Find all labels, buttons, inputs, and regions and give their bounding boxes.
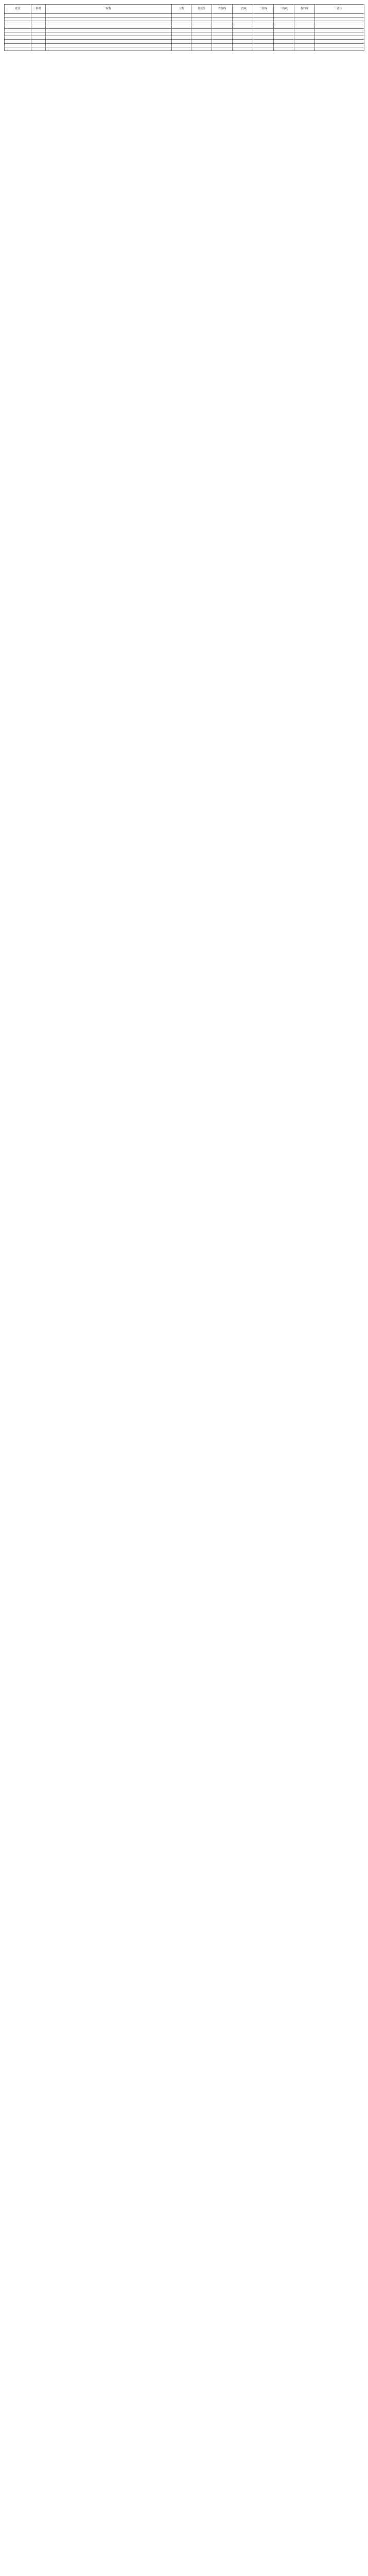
table-cell [191,43,212,47]
table-cell [212,18,233,21]
table-cell [294,28,315,32]
table-cell [191,25,212,28]
table-cell [274,28,294,32]
table-row [5,32,364,36]
table-row [5,40,364,43]
table-cell [294,47,315,50]
table-cell [274,32,294,36]
table-cell [253,25,274,28]
table-cell [315,32,364,36]
column-header: 二段线 [253,5,274,14]
table-cell [212,21,233,25]
table-row [5,47,364,50]
table-body [5,14,364,51]
column-header: 省控线 [212,5,233,14]
column-header: 三段线 [274,5,294,14]
table-cell [172,21,191,25]
table-cell [191,36,212,40]
table-cell [5,21,31,25]
table-cell [46,40,172,43]
table-cell [31,21,46,25]
table-cell [233,43,253,47]
table-cell [172,40,191,43]
table-cell [253,21,274,25]
table-cell [172,18,191,21]
table-cell [191,14,212,18]
table-cell [294,18,315,21]
table-cell [294,40,315,43]
table-cell [294,25,315,28]
table-cell [172,36,191,40]
table-cell [233,47,253,50]
table-cell [5,47,31,50]
table-row [5,18,364,21]
table-cell [233,40,253,43]
score-table-container [4,4,364,51]
table-cell [294,21,315,25]
table-cell [274,18,294,21]
table-cell [31,14,46,18]
table-cell [274,36,294,40]
table-cell [315,25,364,28]
table-cell [315,14,364,18]
table-row [5,36,364,40]
table-row [5,28,364,32]
table-cell [212,28,233,32]
table-cell [191,18,212,21]
table-cell [46,32,172,36]
table-cell [294,14,315,18]
table-cell [31,18,46,21]
table-row [5,14,364,18]
table-cell [233,14,253,18]
score-table [4,4,364,51]
table-cell [46,47,172,50]
table-cell [212,40,233,43]
table-cell [274,43,294,47]
table-cell [212,32,233,36]
header-row [5,5,364,14]
column-header: 批次 [5,5,31,14]
table-cell [31,32,46,36]
table-cell [172,32,191,36]
table-cell [46,21,172,25]
table-cell [294,36,315,40]
table-cell [315,47,364,50]
table-cell [253,36,274,40]
table-cell [172,25,191,28]
table-cell [5,18,31,21]
table-cell [233,36,253,40]
table-cell [5,28,31,32]
table-cell [233,21,253,25]
table-cell [253,32,274,36]
table-cell [191,47,212,50]
table-cell [253,28,274,32]
table-cell [172,47,191,50]
column-header: 最低分 [191,5,212,14]
table-row [5,25,364,28]
column-header: 备注 [315,5,364,14]
table-cell [46,18,172,21]
table-cell [46,36,172,40]
table-cell [31,28,46,32]
table-cell [191,21,212,25]
column-header: 科类 [31,5,46,14]
table-cell [253,40,274,43]
table-cell [172,28,191,32]
table-row [5,43,364,47]
table-cell [191,40,212,43]
table-cell [253,47,274,50]
table-cell [315,28,364,32]
table-cell [212,47,233,50]
table-cell [315,18,364,21]
table-cell [274,14,294,18]
table-row [5,21,364,25]
table-cell [274,47,294,50]
table-cell [233,32,253,36]
table-cell [233,28,253,32]
table-cell [294,32,315,36]
column-header: 投档线 [294,5,315,14]
table-cell [46,43,172,47]
table-cell [5,40,31,43]
table-cell [315,21,364,25]
table-cell [212,14,233,18]
table-cell [5,25,31,28]
column-header: 人数 [172,5,191,14]
table-cell [5,14,31,18]
table-cell [172,43,191,47]
table-cell [233,18,253,21]
table-cell [315,40,364,43]
table-header [5,5,364,14]
table-cell [46,25,172,28]
table-cell [46,14,172,18]
table-cell [5,43,31,47]
column-header: 院校 [46,5,172,14]
table-cell [31,36,46,40]
table-cell [31,47,46,50]
table-cell [253,18,274,21]
table-cell [212,36,233,40]
table-cell [5,32,31,36]
table-cell [294,43,315,47]
table-cell [253,43,274,47]
table-cell [46,28,172,32]
table-cell [212,25,233,28]
table-cell [315,43,364,47]
table-cell [212,43,233,47]
table-cell [274,25,294,28]
table-cell [274,40,294,43]
table-cell [191,32,212,36]
table-cell [274,21,294,25]
table-cell [31,40,46,43]
table-cell [233,25,253,28]
table-cell [172,14,191,18]
table-cell [315,36,364,40]
table-cell [5,36,31,40]
table-cell [31,25,46,28]
table-cell [31,43,46,47]
table-cell [253,14,274,18]
table-cell [191,28,212,32]
column-header: 一段线 [233,5,253,14]
